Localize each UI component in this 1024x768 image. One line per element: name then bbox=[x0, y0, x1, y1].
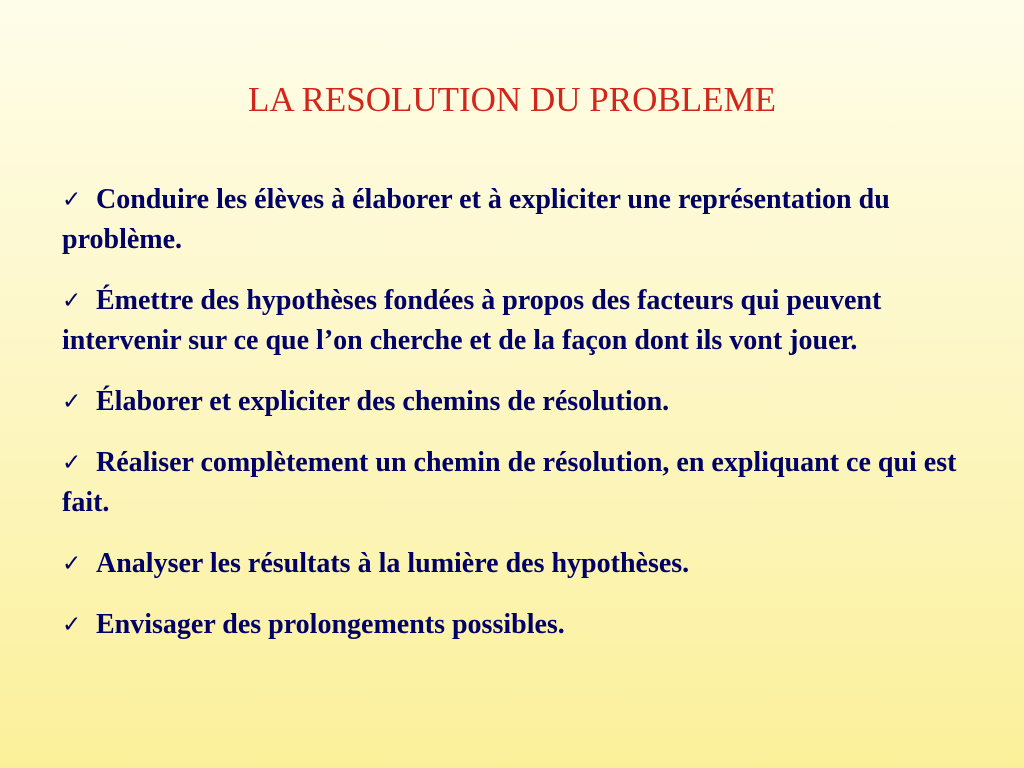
bullet-text: Émettre des hypothèses fondées à propos des facteurs qui peuvent intervenir sur ce que l’on cherche et de la façon dont ils vont jouer. bbox=[62, 285, 882, 356]
bullet-list bbox=[62, 180, 967, 666]
bullet-item bbox=[62, 382, 967, 422]
bullet-item bbox=[62, 443, 967, 523]
checkmark-icon: ✓ bbox=[62, 288, 82, 314]
checkmark-icon: ✓ bbox=[62, 389, 82, 415]
slide-title: LA RESOLUTION DU PROBLEME bbox=[248, 80, 776, 119]
checkmark-icon: ✓ bbox=[62, 612, 82, 638]
bullet-item bbox=[62, 180, 967, 260]
bullet-text: Élaborer et expliciter des chemins de résolution. bbox=[96, 386, 670, 417]
bullet-text: Réaliser complètement un chemin de résolution, en expliquant ce qui est fait. bbox=[62, 447, 957, 518]
bullet-item bbox=[62, 544, 967, 584]
checkmark-icon: ✓ bbox=[62, 187, 82, 213]
bullet-text: Analyser les résultats à la lumière des hypothèses. bbox=[96, 548, 690, 579]
checkmark-icon: ✓ bbox=[62, 450, 82, 476]
checkmark-icon: ✓ bbox=[62, 551, 82, 577]
bullet-text: Envisager des prolongements possibles. bbox=[96, 609, 565, 640]
bullet-item bbox=[62, 605, 967, 645]
bullet-item bbox=[62, 281, 967, 361]
bullet-text: Conduire les élèves à élaborer et à expliciter une représentation du problème. bbox=[62, 184, 890, 255]
